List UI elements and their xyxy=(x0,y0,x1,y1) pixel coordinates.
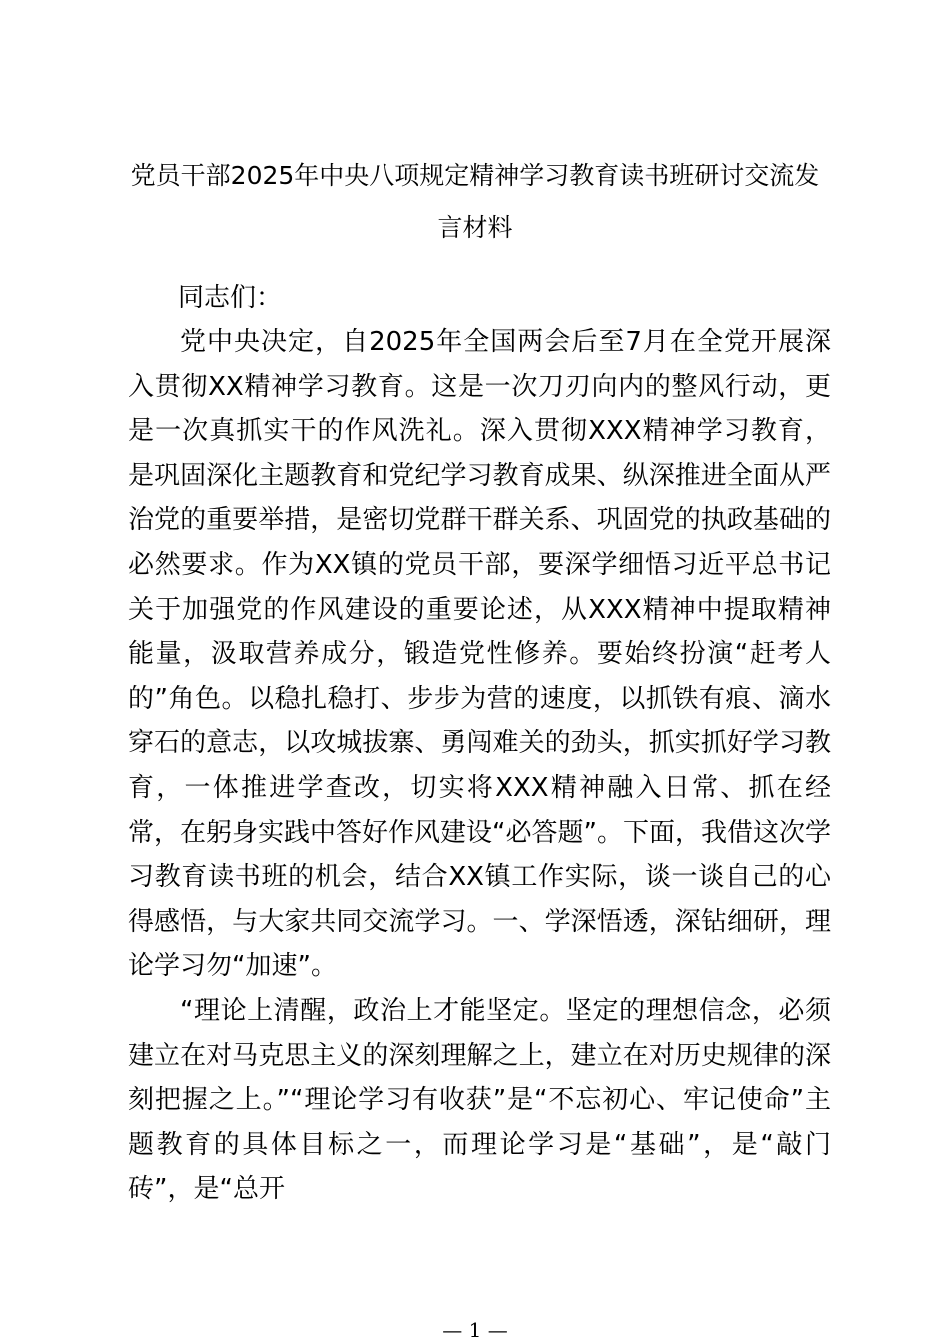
document-title: 党员干部2025年中央八项规定精神学习教育读书班研讨交流发言材料 xyxy=(130,161,820,242)
salutation: 同志们： xyxy=(178,283,283,313)
body-paragraph-1: 党中央决定，自2025年全国两会后至7月在全党开展深入贯彻XX精神学习教育。这是一次刀刃向内的整风行动，更是一次真抓实干的作风洗礼。深入贯彻XXX精神学习教育，是巩固深化主题教育和党纪学习教育成果、纵深推进全面从严治党的重要举措，是密切党群干群关系、巩固党的执政基础的必然要求。作为XX镇的党员干部，要深学细悟习近平总书记关于加强党的作风建设的重要论述，从XXX精神中提取精神能量，汲取营养成分，锻造党性修养。要始终扮演“赶考人的”角色。以稳扎稳打、步步为营的速度，以抓铁有痕、滴水穿石的意志，以攻城拔寨、勇闯难关的劲头，抓实抓好学习教育，一体推进学查改，切实将XXX精神融入日常、抓在经常，在躬身实践中答好作风建设“必答题”。下面，我借这次学习教育读书班的机会，结合XX镇工作实际，谈一谈自己的心得感悟，与大家共同交流学习。一、学深悟透，深钻细研，理论学习勿“加速”。 xyxy=(128,327,831,982)
body-paragraph-2: “理论上清醒，政治上才能坚定。坚定的理想信念，必须建立在对马克思主义的深刻理解之上，建立在对历史规律的深刻把握之上。”“理论学习有收获”是“不忘初心、牢记使命”主题教育的具体目标之一，而理论学习是“基础”，是“敲门砖”，是“总开 xyxy=(128,996,831,1205)
page-number: — 1 — xyxy=(442,1318,508,1342)
